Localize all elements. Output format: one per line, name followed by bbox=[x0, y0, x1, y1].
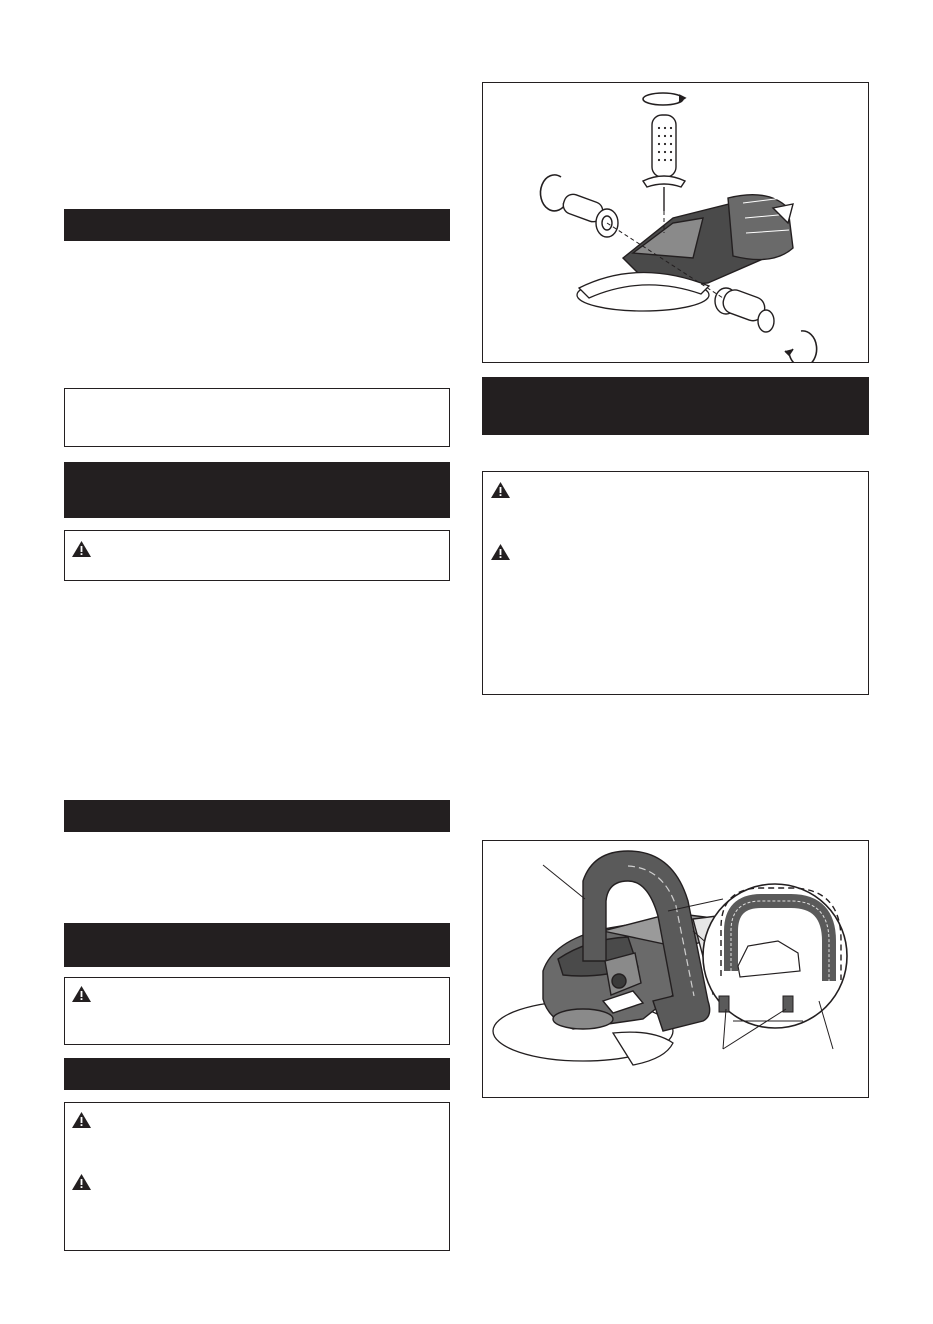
loop-handle-installation-figure bbox=[482, 840, 869, 1098]
right-side-handle bbox=[715, 287, 774, 332]
section-heading-bar-4 bbox=[64, 923, 450, 967]
rotation-arrow-icon bbox=[785, 331, 817, 362]
side-grip-illustration bbox=[483, 83, 868, 362]
note-box bbox=[64, 388, 450, 447]
warning-box-1 bbox=[64, 530, 450, 581]
top-handle bbox=[643, 115, 685, 211]
warning-box-3 bbox=[64, 1102, 450, 1251]
section-heading-bar-3 bbox=[64, 800, 450, 832]
warning-triangle-icon bbox=[490, 481, 511, 499]
warning-triangle-icon bbox=[71, 1111, 92, 1129]
warning-triangle-icon bbox=[490, 543, 511, 561]
warning-triangle-icon bbox=[71, 1173, 92, 1191]
rotation-arrow-icon bbox=[643, 93, 685, 105]
warning-box-2 bbox=[64, 977, 450, 1045]
warning-triangle-icon bbox=[71, 540, 92, 558]
side-grip-installation-figure bbox=[482, 82, 869, 363]
detail-zoom-circle bbox=[703, 884, 847, 1028]
section-heading-bar-1 bbox=[64, 209, 450, 241]
warning-triangle-icon bbox=[71, 985, 92, 1003]
loop-handle-illustration bbox=[483, 841, 868, 1097]
section-heading-bar-6 bbox=[482, 377, 869, 435]
left-side-handle bbox=[561, 192, 618, 237]
warning-box-4 bbox=[482, 471, 869, 695]
section-heading-bar-5 bbox=[64, 1058, 450, 1090]
section-heading-bar-2 bbox=[64, 462, 450, 518]
